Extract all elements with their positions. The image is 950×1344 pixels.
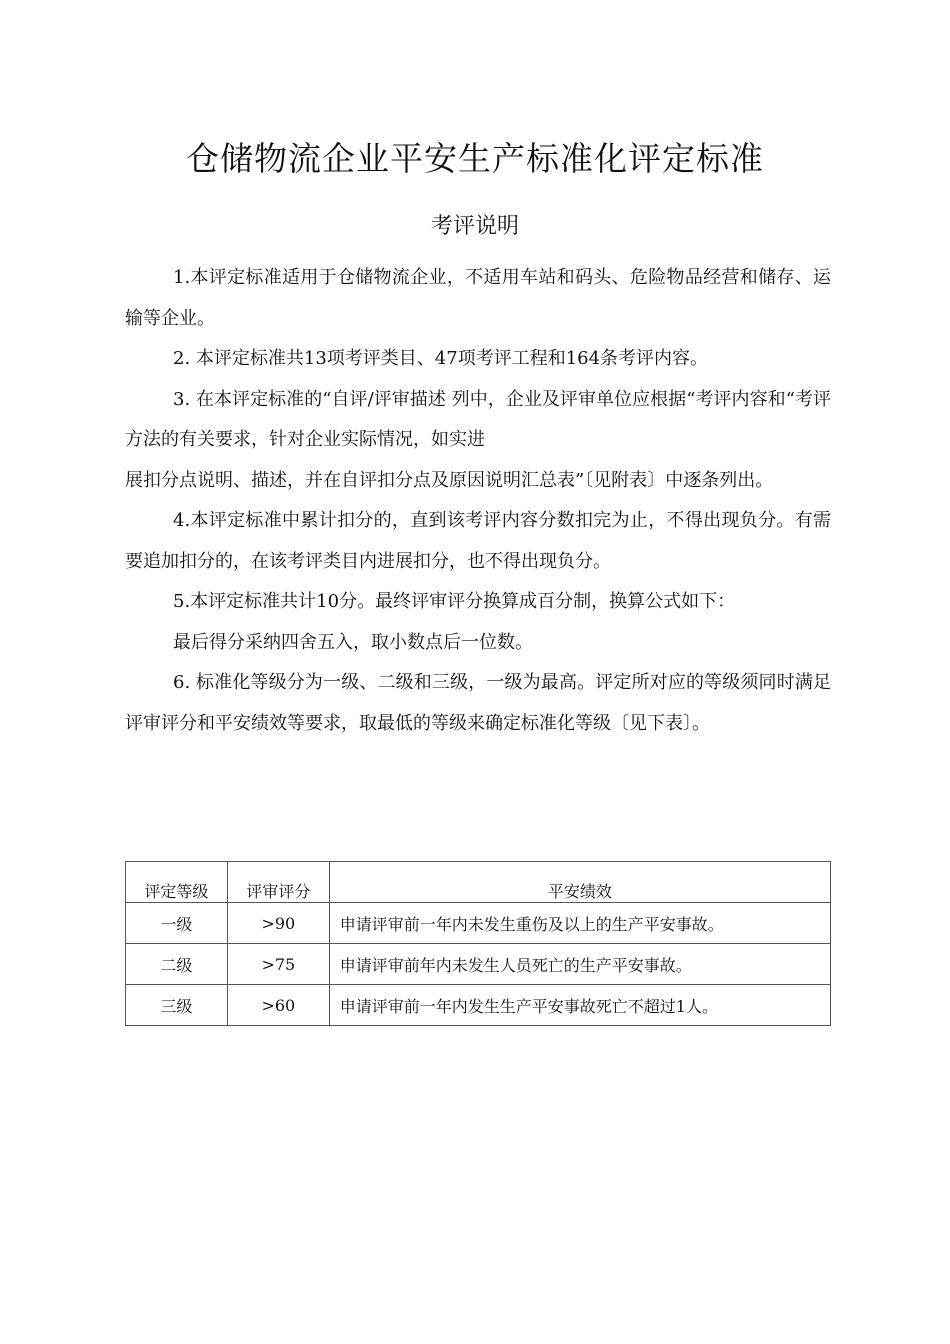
paragraph-deduction: 4.本评定标准中累计扣分的，直到该考评内容分数扣完为止，不得出现负分。有需要追加扣分的，在该考评类目内进展扣分，也不得出现负分。 <box>125 510 831 572</box>
cell-performance: 申请评审前一年内发生生产平安事故死亡不超过1人。 <box>329 985 830 1026</box>
cell-score: >60 <box>227 985 329 1026</box>
paragraph-self-assessment: 3. 在本评定标准的“自评/评审描述 列中，企业及评审单位应根据“考评内容和“考评方法的有关要求，针对企业实际情况，如实进 <box>125 388 831 450</box>
table-header-row <box>126 862 831 903</box>
paragraph-scoring: 5.本评定标准共计10分。最终评审评分换算成百分制，换算公式如下： <box>173 591 736 612</box>
document-title: 仓储物流企业平安生产标准化评定标准 <box>186 139 764 178</box>
cell-score: >75 <box>227 944 329 985</box>
cell-performance: 申请评审前一年内未发生重伤及以上的生产平安事故。 <box>329 903 830 944</box>
cell-grade: 一级 <box>126 903 228 944</box>
paragraph-self-assessment-cont: 展扣分点说明、描述，并在自评扣分点及原因说明汇总表”〔见附表〕中逐条列出。 <box>125 469 774 491</box>
table-row <box>126 985 831 1026</box>
cell-score: >90 <box>227 903 329 944</box>
table-row <box>126 944 831 985</box>
grade-table <box>125 861 831 1026</box>
header-grade: 评定等级 <box>126 862 228 903</box>
table-row <box>126 903 831 944</box>
body-text <box>125 258 831 744</box>
paragraph-counts: 2. 本评定标准共13项考评类目、47项考评工程和164条考评内容。 <box>173 348 709 369</box>
paragraph-scope: 1.本评定标准适用于仓储物流企业，不适用车站和码头、危险物品经营和储存、运输等企业。 <box>125 267 831 329</box>
header-score: 评审评分 <box>227 862 329 903</box>
cell-grade: 三级 <box>126 985 228 1026</box>
paragraph-rounding: 最后得分采纳四舍五入，取小数点后一位数。 <box>173 631 533 653</box>
header-performance: 平安绩效 <box>329 862 830 903</box>
cell-performance: 申请评审前年内未发生人员死亡的生产平安事故。 <box>329 944 830 985</box>
section-title: 考评说明 <box>430 214 519 239</box>
paragraph-grades: 6. 标准化等级分为一级、二级和三级，一级为最高。评定所对应的等级须同时满足评审评分和平安绩效等要求，取最低的等级来确定标准化等级〔见下表〕。 <box>125 672 831 734</box>
cell-grade: 二级 <box>126 944 228 985</box>
